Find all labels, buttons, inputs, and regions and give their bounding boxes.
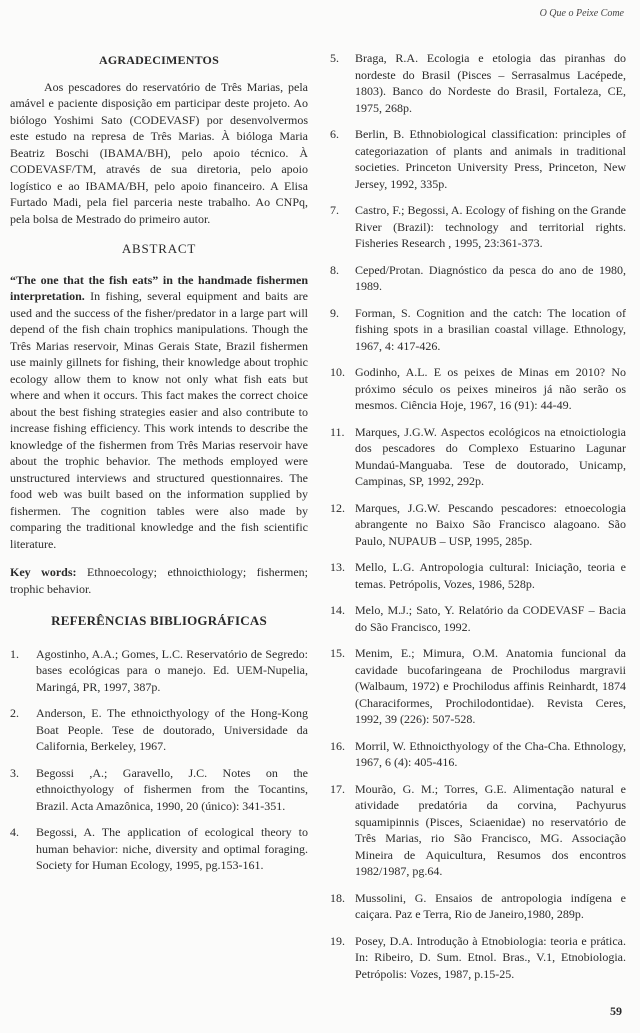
reference-text: Posey, D.A. Introdução à Etnobiologia: teoria e prática. In: Ribeiro, D. Sum. Etnol. Bras., V.1, Etnobiologia. Petrópolis: Vozes, 1987, p.15-25.: [355, 933, 626, 981]
references-title: REFERÊNCIAS BIBLIOGRÁFICAS: [51, 613, 267, 628]
running-head: O Que o Peixe Come: [539, 8, 624, 19]
reference-number: 7.: [330, 203, 339, 217]
reference-text: Ceped/Protan. Diagnóstico da pesca do ano de 1980, 1989.: [355, 262, 626, 293]
keywords: [10, 564, 308, 597]
reference-number: 11.: [330, 424, 345, 439]
reference-text: Mello, L.G. Antropologia cultural: Iniciação, teoria e temas. Petrópolis, Vozes, 1986, 528p.: [355, 560, 626, 591]
reference-text: Castro, F.; Begossi, A. Ecology of fishing on the Grande River (Brazil): technology and territorial rights. Fisheries Research , 1995, 23:361-373.: [355, 203, 626, 250]
reference-text: Godinho, A.L. E os peixes de Minas em 2010? No próximo século os peixes mineiros já não serão os mesmos. Ciência Hoje, 1967, 16 (91): 44-49.: [355, 365, 626, 412]
keywords-text: Ethnoecology; ethnoicthiology; fishermen; trophic behavior.: [10, 565, 308, 596]
reference-item: [10, 705, 308, 755]
reference-number: 10.: [330, 365, 345, 379]
reference-text: Melo, M.J.; Sato, Y. Relatório da CODEVASF – Bacia do São Francisco, 1992.: [355, 603, 626, 634]
right-column: [330, 50, 626, 992]
reference-item: [330, 202, 626, 252]
reference-text: Braga, R.A. Ecologia e etologia das piranhas do nordeste do Brasil (Pisces – Serrasalmus Lacépede, 1803). Banco do Nordeste do Brasil, Fortaleza, CE, 1975, 268p.: [355, 51, 626, 115]
reference-text: Menim, E.; Mimura, O.M. Anatomia funcional da cavidade bucofaringeana de Prochilodus margravii (Walbaum, 1972) e Prochilodus affinis Reinhardt, 1874 (Characiformes, Prochilodontidae). Revista Ceres, 1992, 39 (226): 507-528.: [355, 646, 626, 726]
acknowledgements-text: Aos pescadores do reservatório de Três Marias, pela amável e paciente disposição em participar deste projeto. Ao biólogo Yoshimi Sato (CODEVASF) por desenvolvermos este estudo na represa de Três Marias. À bióloga Maria Beatriz Boschi (IBAMA/BH), pelo apoio técnico. À CODEVASF/TM, através de sua diretoria, pelo apoio logístico e ao IBAMA/BH, pelo apoio financeiro. A Elisa Furtado Madi, pela fiel parceria neste trabalho. Ao CNPq, pela bolsa de Mestrado do primeiro autor.: [10, 79, 308, 226]
reference-item: [330, 738, 626, 771]
abstract-paragraph: [10, 272, 308, 553]
reference-text: Berlin, B. Ethnobiological classification: principles of categoriazation of plants and animals in traditional societies. Princeton University Press, Princeton, New Jersey, 1992, 335p.: [355, 127, 626, 191]
reference-number: 12.: [330, 500, 345, 515]
reference-number: 2.: [10, 706, 19, 720]
reference-item: [330, 305, 626, 355]
reference-text: Marques, J.G.W. Pescando pescadores: etnoecologia abrangente no Baixo São Francisco alagoano. São Paulo, NUPAUB – USP, 1995, 285p.: [355, 500, 626, 548]
reference-text: Mussolini, G. Ensaios de antropologia indígena e caiçara. Paz e Terra, Rio de Janeiro,1980, 289p.: [355, 890, 626, 921]
reference-item: [10, 646, 308, 696]
reference-item: [330, 602, 626, 635]
reference-number: 6.: [330, 127, 339, 141]
reference-item: [330, 933, 626, 983]
reference-item: [330, 126, 626, 192]
reference-number: 5.: [330, 51, 339, 65]
reference-text: Anderson, E. The ethnoicthyology of the Hong-Kong Boat People. Tese de doutorado, Universidade da California, Berkeley, 1967.: [36, 706, 308, 753]
reference-text: Marques, J.G.W. Aspectos ecológicos na etnoictiologia dos pescadores do Complexo Estuarino Lagunar Mundaú-Manguaba. Tese de doutorado, Unicamp, Campinas, SP, 1992, 292p.: [355, 424, 626, 488]
keywords-label: Key words:: [10, 565, 77, 579]
reference-text: Begossi ,A.; Garavello, J.C. Notes on the ethnoicthyology of fishermen from the Tocantins, Brazil. Acta Amazônica, 1990, 20 (único): 341-351.: [36, 765, 308, 813]
reference-number: 1.: [10, 646, 19, 661]
reference-item: [10, 765, 308, 815]
reference-item: [330, 364, 626, 414]
reference-item: [330, 781, 626, 880]
acknowledgements-title: AGRADECIMENTOS: [99, 53, 219, 67]
reference-item: [330, 500, 626, 550]
reference-item: [330, 262, 626, 295]
reference-item: [330, 559, 626, 592]
abstract-text: In fishing, several equipment and baits are used and the success of the fisher/predator in a large part will depend of the fish chain trophics manipulations. Though the Três Marias reservoir, Minas Gerais State, Brazil fishermen use mainly gillnets for fishing, their knowledge about trophic ecology allow them to know not only what fish eats but where and when it occurs. This fact makes the correct choice about the best fishing strategies easier and also contribute to increase fishing efficiency. This work intends to describe the knowledge of the fishermen from Três Marias reservoir have about the trophic behavior. The methods employed were unstructured interviews and structured questionnaires. The food web was built based on the information supplied by fishermen. The cognition tables were also made by comparing the traditional knowledge and the fish scientific literature.: [10, 289, 308, 551]
reference-number: 15.: [330, 646, 345, 660]
abstract-lead: “The one that the fish eats” in the handmade fishermen interpretation.: [10, 272, 308, 303]
abstract-title: ABSTRACT: [121, 241, 197, 256]
reference-number: 13.: [330, 560, 345, 574]
reference-number: 14.: [330, 603, 345, 617]
reference-number: 8.: [330, 262, 339, 277]
reference-text: Forman, S. Cognition and the catch: The location of fishing spots in a brasilian coastal village. Ethnology, 1967, 4: 417-426.: [355, 305, 626, 353]
left-column: [10, 52, 308, 884]
reference-number: 17.: [330, 781, 345, 796]
reference-number: 4.: [10, 825, 19, 839]
reference-number: 18.: [330, 890, 345, 905]
page-number: 59: [610, 1004, 622, 1018]
reference-item: [330, 645, 626, 728]
reference-text: Begossi, A. The application of ecological theory to human behavior: niche, diversity and optimal foraging. Society for Human Ecology, 1995, pg.153-161.: [36, 825, 308, 872]
reference-item: [330, 890, 626, 923]
reference-item: [10, 824, 308, 874]
reference-number: 3.: [10, 765, 19, 780]
reference-item: [330, 50, 626, 116]
reference-text: Mourão, G. M.; Torres, G.E. Alimentação natural e atividade predatória da corvina, Pachyurus squamipinnis (Pisces, Sciaenidae) no reservatório de Três Marias, rio São Francisco, MG. Associação Mineira de Aquicultura, Resumos dos encontros 1982/1987, pg.64.: [355, 781, 626, 878]
reference-item: [330, 424, 626, 490]
reference-text: Morril, W. Ethnoicthyology of the Cha-Cha. Ethnology, 1967, 6 (4): 405-416.: [355, 738, 626, 769]
reference-number: 19.: [330, 933, 345, 948]
reference-number: 16.: [330, 738, 345, 753]
reference-number: 9.: [330, 305, 339, 320]
reference-text: Agostinho, A.A.; Gomes, L.C. Reservatório de Segredo: bases ecológicas para o manejo. Ed. UEM-Nupelia, Maringá, PR, 1997, 387p.: [36, 646, 308, 694]
